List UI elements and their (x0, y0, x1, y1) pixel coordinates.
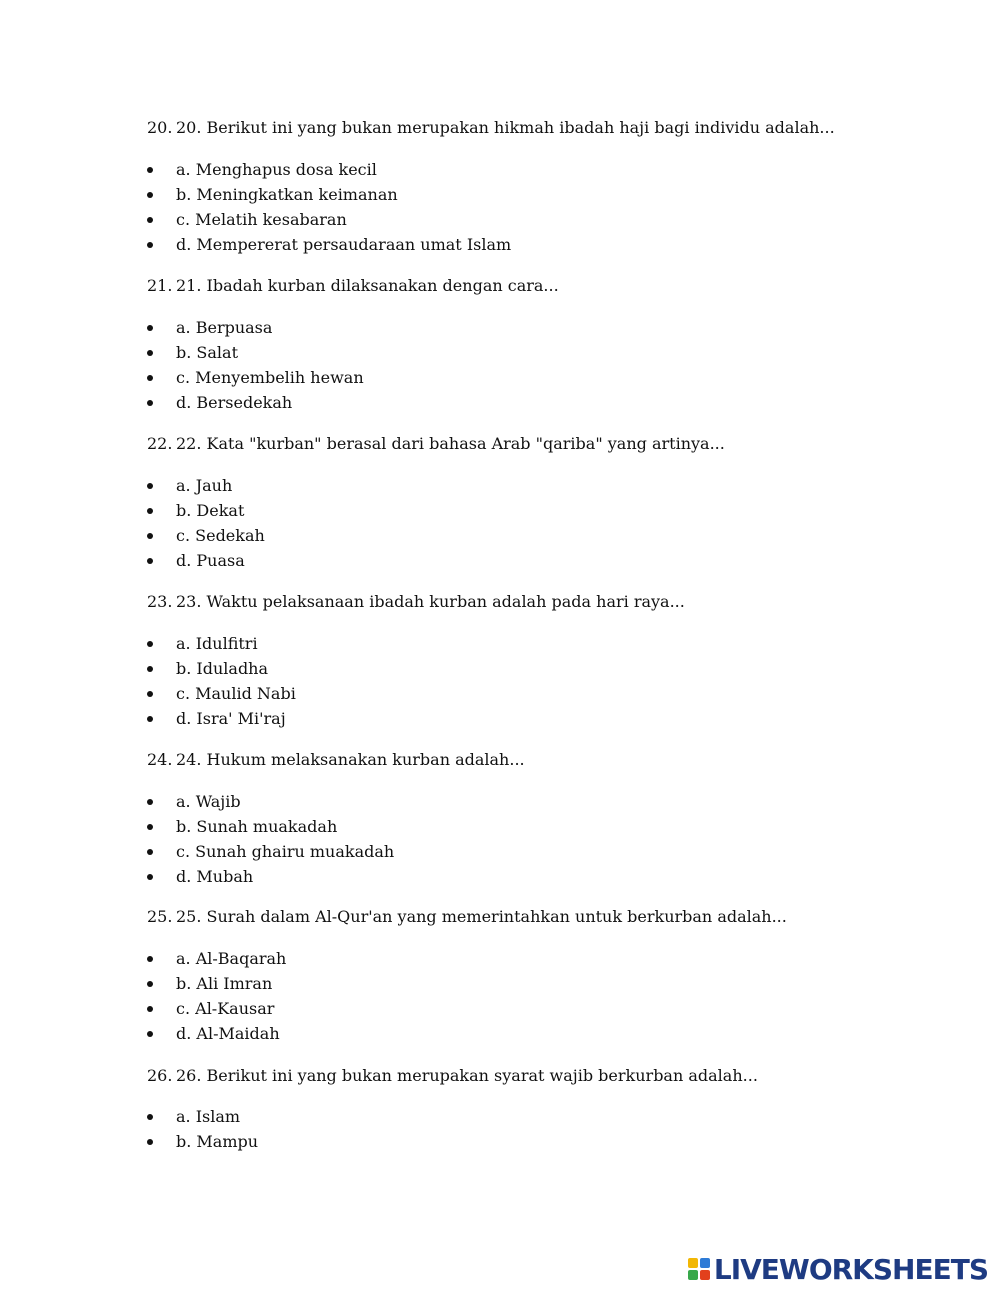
bullet-icon (147, 192, 153, 198)
option-text: d. Mempererat persaudaraan umat Islam (176, 235, 512, 254)
option-text: d. Bersedekah (176, 393, 293, 412)
bullet-icon (147, 716, 153, 722)
question-text: 22. Kata "kurban" berasal dari bahasa Arab "qariba" yang artinya... (176, 434, 725, 453)
question-number: 25. (147, 907, 173, 926)
liveworksheets-icon (687, 1257, 711, 1281)
option-text: a. Berpuasa (176, 318, 273, 337)
logo-square-icon (688, 1258, 698, 1268)
option-text: d. Mubah (176, 867, 254, 886)
bullet-icon (147, 956, 153, 962)
question-number: 23. (147, 592, 173, 611)
question-text: 26. Berikut ini yang bukan merupakan syarat wajib berkurban adalah... (176, 1066, 758, 1085)
bullet-icon (147, 350, 153, 356)
option-text: c. Melatih kesabaran (176, 210, 347, 229)
question-24 (147, 750, 525, 770)
bullet-icon (147, 1139, 153, 1145)
question-text: 23. Waktu pelaksanaan ibadah kurban adalah pada hari raya... (176, 592, 685, 611)
option-text: b. Iduladha (176, 659, 269, 678)
question-23 (147, 592, 685, 612)
question-text: 25. Surah dalam Al-Qur'an yang memerintahkan untuk berkurban adalah... (176, 907, 787, 926)
liveworksheets-logo[interactable] (687, 1252, 988, 1286)
option-text: a. Al-Baqarah (176, 949, 287, 968)
option-text: a. Wajib (176, 792, 241, 811)
option-text: d. Puasa (176, 551, 245, 570)
option-text: c. Al-Kausar (176, 999, 275, 1018)
bullet-icon (147, 1114, 153, 1120)
bullet-icon (147, 824, 153, 830)
option-text: b. Dekat (176, 501, 245, 520)
question-26 (147, 1066, 758, 1086)
bullet-icon (147, 375, 153, 381)
question-number: 24. (147, 750, 173, 769)
option-text: a. Islam (176, 1107, 241, 1126)
bullet-icon (147, 691, 153, 697)
option-text: b. Mampu (176, 1132, 259, 1151)
question-text: 21. Ibadah kurban dilaksanakan dengan cara... (176, 276, 559, 295)
option-text: a. Idulfitri (176, 634, 258, 653)
brand-name: LIVEWORKSHEETS (713, 1252, 988, 1286)
bullet-icon (147, 217, 153, 223)
question-20 (147, 118, 835, 138)
option-text: a. Menghapus dosa kecil (176, 160, 377, 179)
option-text: d. Isra' Mi'raj (176, 709, 286, 728)
bullet-icon (147, 874, 153, 880)
bullet-icon (147, 849, 153, 855)
logo-square-icon (700, 1270, 710, 1280)
option-text: d. Al-Maidah (176, 1024, 280, 1043)
bullet-icon (147, 167, 153, 173)
option-text: a. Jauh (176, 476, 233, 495)
option-text: c. Menyembelih hewan (176, 368, 364, 387)
bullet-icon (147, 508, 153, 514)
question-25 (147, 907, 787, 927)
question-text: 20. Berikut ini yang bukan merupakan hikmah ibadah haji bagi individu adalah... (176, 118, 835, 137)
option-text: b. Salat (176, 343, 238, 362)
bullet-icon (147, 799, 153, 805)
bullet-icon (147, 1031, 153, 1037)
logo-square-icon (700, 1258, 710, 1268)
question-22 (147, 434, 725, 454)
bullet-icon (147, 641, 153, 647)
question-number: 21. (147, 276, 173, 295)
bullet-icon (147, 400, 153, 406)
option-text: c. Sunah ghairu muakadah (176, 842, 395, 861)
bullet-icon (147, 242, 153, 248)
question-text: 24. Hukum melaksanakan kurban adalah... (176, 750, 525, 769)
question-number: 20. (147, 118, 173, 137)
option-text: b. Sunah muakadah (176, 817, 338, 836)
question-21 (147, 276, 559, 296)
option-text: c. Sedekah (176, 526, 265, 545)
bullet-icon (147, 325, 153, 331)
bullet-icon (147, 666, 153, 672)
logo-square-icon (688, 1270, 698, 1280)
bullet-icon (147, 1006, 153, 1012)
bullet-icon (147, 483, 153, 489)
bullet-icon (147, 558, 153, 564)
bullet-icon (147, 981, 153, 987)
question-number: 26. (147, 1066, 173, 1085)
option-text: b. Meningkatkan keimanan (176, 185, 398, 204)
bullet-icon (147, 533, 153, 539)
option-text: b. Ali Imran (176, 974, 273, 993)
question-number: 22. (147, 434, 173, 453)
option-text: c. Maulid Nabi (176, 684, 296, 703)
